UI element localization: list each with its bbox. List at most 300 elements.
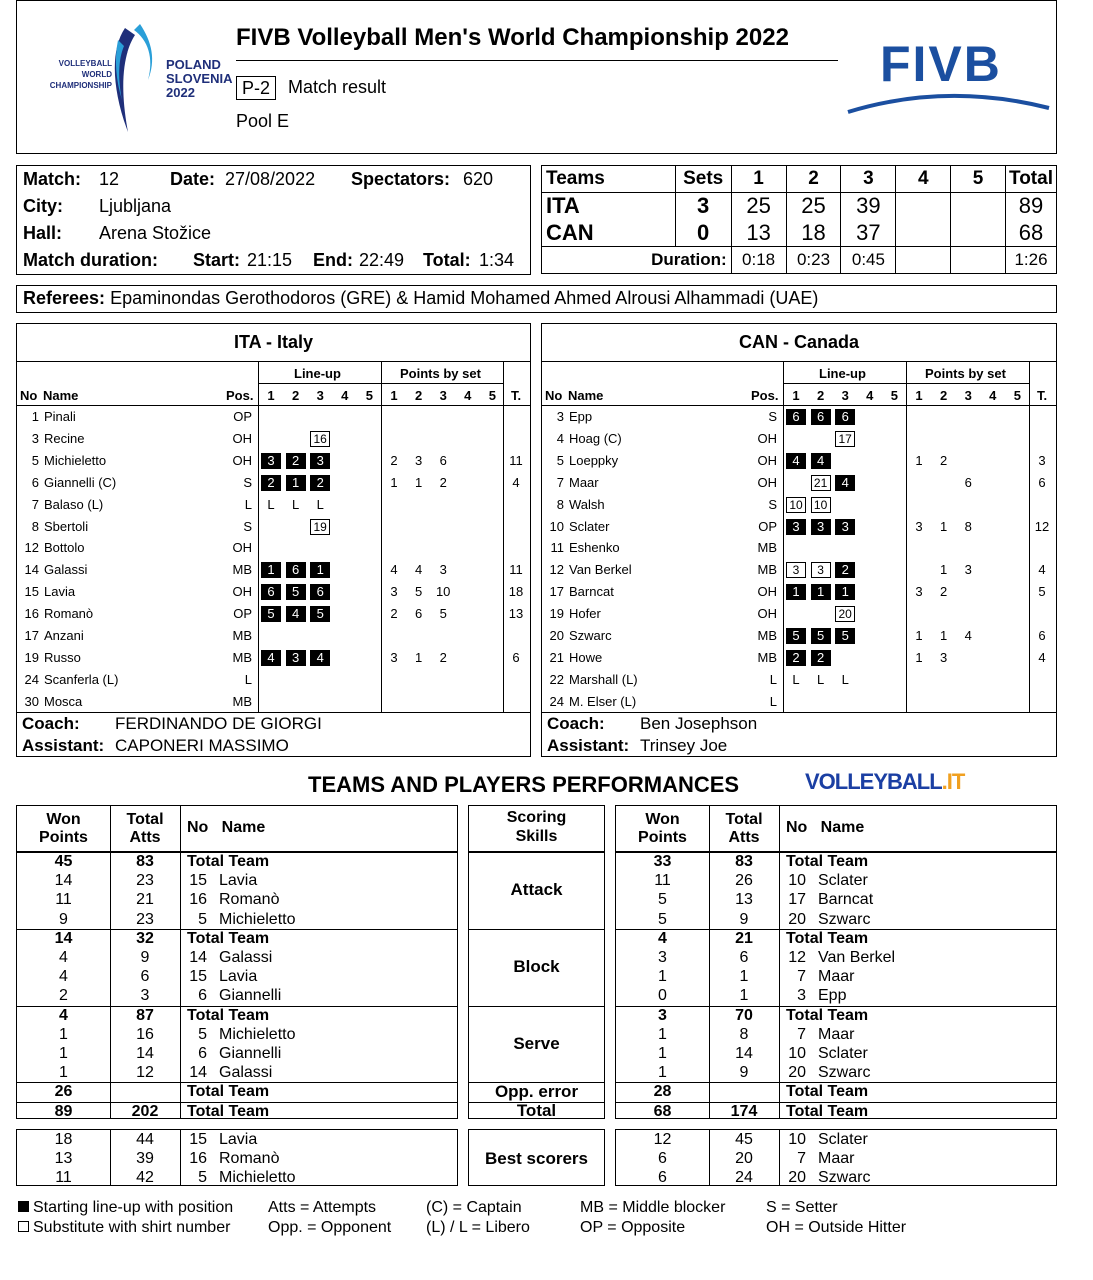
player-name: Lavia — [219, 968, 258, 986]
best-scorer-row — [17, 1168, 457, 1187]
player-position: OP — [233, 409, 252, 424]
player-total-points: 11 — [509, 562, 523, 578]
player-position: L — [769, 693, 777, 709]
starting-position: 2 — [286, 453, 306, 469]
total-atts: 32 — [136, 929, 154, 947]
set-duration — [951, 247, 1006, 274]
player-name: Balaso (L) — [44, 496, 104, 512]
legend-libero: (L) / L = Libero — [426, 1219, 530, 1236]
coach-divider — [17, 712, 530, 713]
hall-label: Hall: — [23, 223, 63, 243]
player-name: Sbertoli — [44, 518, 89, 534]
starting-position: 6 — [286, 562, 306, 578]
referees-box — [16, 285, 1057, 313]
roster-row — [17, 672, 530, 692]
skill-label: Attack — [510, 880, 563, 900]
player-position: OH — [232, 452, 252, 468]
total-label: Total: — [423, 250, 471, 270]
score-table-box — [541, 165, 1057, 275]
lineup-col-label: 1 — [792, 388, 800, 403]
score-header-row — [542, 166, 1057, 193]
total-atts: 14 — [136, 1045, 154, 1062]
player-name: Total Team — [187, 1102, 270, 1120]
total-atts: 1 — [739, 968, 749, 986]
player-total-points: 4 — [1038, 562, 1046, 578]
player-name: Van Berkel — [569, 562, 632, 578]
best-total-atts: 42 — [136, 1169, 154, 1186]
player-number: 15 — [189, 872, 207, 890]
end-label: End: — [313, 250, 353, 270]
best-player-name: Maar — [818, 1150, 855, 1167]
assistant-label: Assistant: — [547, 736, 630, 755]
page-title: FIVB Volleyball Men's World Championship 2022 — [236, 24, 789, 51]
won-header-2: Points — [638, 829, 687, 846]
player-name: Barncat — [569, 584, 614, 600]
player-position: MB — [232, 562, 252, 578]
score-header-set2: 2 — [786, 166, 841, 193]
player-name: Barncat — [818, 891, 874, 909]
score-header-total: Total — [1005, 166, 1056, 193]
set-duration: 0:23 — [786, 247, 841, 274]
points-col-label: 4 — [989, 388, 997, 403]
set-points: 3 — [915, 518, 923, 534]
roster-row — [17, 475, 530, 495]
substitute-number: 10 — [786, 497, 806, 513]
starting-position: 1 — [811, 584, 831, 600]
libero-marker: L — [291, 496, 300, 512]
performance-row — [17, 910, 457, 929]
total-atts: 83 — [735, 853, 753, 870]
player-name: Total Team — [187, 929, 270, 947]
starting-position: 1 — [286, 475, 306, 491]
player-name: Giannelli (C) — [44, 474, 117, 490]
best-player-number: 7 — [797, 1150, 806, 1167]
best-won-points: 6 — [658, 1150, 667, 1167]
vit-logo-suffix: .IT — [941, 769, 965, 794]
won-header-1: Won — [645, 811, 680, 828]
player-name: Scanferla (L) — [44, 671, 119, 687]
score-table — [541, 165, 1057, 274]
set-points: 5 — [439, 606, 447, 622]
player-name: Total Team — [187, 1083, 270, 1101]
player-name: Mosca — [44, 693, 83, 709]
set-points: 8 — [964, 518, 972, 534]
player-name: Epp — [569, 409, 593, 424]
best-won-points: 12 — [653, 1131, 672, 1148]
player-number: 12 — [24, 540, 39, 556]
player-position: OH — [757, 452, 777, 468]
starting-position: 3 — [286, 650, 306, 666]
match-value: 12 — [99, 169, 120, 189]
col-pos-label: Pos. — [226, 388, 254, 403]
total-header-2: Atts — [728, 829, 760, 846]
player-name: Total Team — [786, 1083, 869, 1101]
performance-row — [616, 1025, 1056, 1044]
player-number: 12 — [549, 562, 564, 578]
starting-position: 2 — [835, 562, 855, 578]
starting-position: 4 — [310, 650, 330, 666]
performance-row — [616, 948, 1056, 967]
performance-row — [17, 1025, 457, 1044]
set-points: 1 — [915, 452, 923, 468]
player-position: S — [243, 474, 252, 490]
spectators-value: 620 — [463, 169, 494, 189]
player-position: OH — [757, 606, 777, 622]
player-number: 30 — [24, 693, 39, 709]
starting-position: 1 — [310, 562, 330, 578]
starting-position: 2 — [811, 650, 831, 666]
performance-row — [616, 967, 1056, 986]
set-points: 2 — [939, 452, 948, 468]
points-col-label: 5 — [1013, 388, 1021, 403]
player-name: Anzani — [44, 628, 84, 643]
roster-row — [542, 453, 1056, 473]
score-header-set5: 5 — [951, 166, 1006, 193]
set-points: 2 — [439, 649, 447, 665]
player-number: 3 — [797, 987, 806, 1005]
player-total-points: 12 — [1034, 518, 1050, 534]
set-points: 3 — [414, 452, 423, 468]
won-points: 11 — [654, 872, 671, 890]
coach-divider — [542, 712, 1056, 713]
starting-position: 4 — [286, 606, 306, 622]
start-value: 21:15 — [247, 250, 293, 270]
player-number: 6 — [198, 1045, 207, 1062]
score-set: 18 — [786, 220, 841, 247]
assistant-name: Trinsey Joe — [640, 736, 728, 755]
volleyball-it-logo — [805, 769, 964, 795]
lineup-label: Line-up — [294, 366, 341, 381]
roster-row — [17, 409, 530, 429]
player-number: 8 — [31, 518, 39, 534]
match-code-badge: P-2 — [236, 76, 276, 100]
player-number: 5 — [198, 910, 207, 928]
roster-row — [542, 694, 1056, 714]
player-name: Total Team — [786, 1102, 869, 1120]
won-points: 1 — [658, 1045, 667, 1062]
player-number: 5 — [31, 452, 39, 468]
coach-label: Coach: — [22, 714, 80, 733]
coach-name: FERDINANDO DE GIORGI — [115, 714, 322, 733]
set-points: 2 — [439, 474, 447, 490]
roster-row — [542, 540, 1056, 560]
starting-position: 5 — [286, 584, 306, 600]
best-player-name: Lavia — [219, 1131, 258, 1148]
won-points: 1 — [658, 1025, 667, 1043]
score-set: 13 — [731, 220, 786, 247]
best-scorer-row — [616, 1149, 1056, 1168]
total-atts: 6 — [140, 968, 150, 986]
player-number: 24 — [24, 671, 39, 687]
roster-row — [17, 562, 530, 582]
best-player-number: 10 — [788, 1131, 806, 1148]
set-points: 1 — [915, 649, 923, 665]
best-total-atts: 45 — [735, 1131, 753, 1148]
starting-position: 3 — [261, 453, 281, 469]
performance-row — [616, 986, 1056, 1005]
player-name: Total Team — [786, 853, 869, 870]
roster-row — [17, 431, 530, 451]
best-player-number: 20 — [788, 1169, 806, 1186]
player-number: 3 — [31, 430, 39, 446]
player-number: 10 — [788, 1045, 806, 1062]
points-col-label: 4 — [464, 388, 472, 403]
player-number: 17 — [24, 628, 39, 643]
won-points: 26 — [54, 1083, 73, 1101]
player-position: OH — [232, 540, 252, 556]
total-atts: 8 — [739, 1025, 749, 1043]
player-position: S — [243, 518, 252, 534]
lineup-col-label: 1 — [267, 388, 275, 403]
starting-position: 1 — [786, 584, 806, 600]
roster-row — [17, 606, 530, 626]
player-number: 17 — [788, 891, 806, 909]
score-team: ITA — [542, 193, 676, 220]
score-set: 37 — [841, 220, 896, 247]
roster-row — [17, 584, 530, 604]
player-position: L — [769, 671, 777, 687]
player-number: 6 — [31, 474, 39, 490]
performance-row — [616, 890, 1056, 909]
skills-header-2: Skills — [515, 828, 558, 845]
player-number: 5 — [198, 1025, 207, 1043]
set-points: 1 — [939, 562, 948, 578]
player-total-points: 13 — [508, 606, 524, 622]
player-name: Maar — [569, 474, 599, 490]
player-total-points: 4 — [512, 474, 520, 490]
roster-row — [542, 650, 1056, 670]
legend-s: S = Setter — [766, 1199, 838, 1216]
col-total-label: T. — [1036, 388, 1048, 403]
total-atts: 83 — [136, 853, 154, 870]
best-player-name: Romanò — [219, 1150, 280, 1167]
sub-header-divider — [783, 383, 1029, 384]
player-number: 5 — [556, 452, 564, 468]
player-position: MB — [757, 628, 777, 643]
player-name: Hofer — [569, 606, 601, 622]
set-points: 2 — [390, 606, 398, 622]
performance-table-ita — [16, 805, 458, 1119]
lineup-col-label: 3 — [316, 388, 324, 403]
roster-ita — [16, 323, 531, 757]
player-name: Galassi — [219, 949, 273, 966]
player-total-points: 3 — [1038, 452, 1046, 468]
set-points: 1 — [915, 628, 923, 643]
player-number: 6 — [198, 987, 207, 1005]
best-scorers-ita — [16, 1129, 458, 1186]
set-points: 10 — [435, 584, 451, 600]
performance-table-can — [615, 805, 1057, 1119]
fivb-logo-text: FIVB — [880, 36, 1002, 92]
player-position: OH — [757, 584, 777, 600]
total-header-1: Total — [126, 811, 164, 828]
player-name: Sclater — [818, 872, 868, 890]
player-position: MB — [757, 649, 777, 665]
starting-position: 6 — [261, 584, 281, 600]
points-by-set-label: Points by set — [400, 366, 481, 381]
legend-atts: Atts = Attempts — [268, 1199, 377, 1216]
score-sets: 0 — [675, 220, 731, 247]
set-points: 6 — [964, 474, 972, 490]
player-number: 16 — [24, 606, 39, 622]
best-total-atts: 24 — [735, 1169, 753, 1186]
lineup-col-label: 2 — [291, 388, 300, 403]
lineup-col-label: 5 — [890, 388, 898, 403]
player-number: 15 — [189, 968, 207, 986]
starting-position: 5 — [310, 606, 330, 622]
set-points: 3 — [964, 562, 972, 578]
total-atts: 23 — [136, 910, 154, 928]
player-name: Sclater — [569, 518, 610, 534]
total-header-2: Atts — [129, 829, 161, 846]
roster-row — [17, 519, 530, 539]
best-player-number: 16 — [189, 1150, 207, 1167]
won-points: 2 — [59, 987, 68, 1005]
player-name: Szwarc — [818, 910, 871, 928]
best-won-points: 6 — [658, 1169, 667, 1186]
total-atts: 9 — [739, 1064, 749, 1082]
score-header-set3: 3 — [841, 166, 896, 193]
set-points: 4 — [390, 562, 398, 578]
roster-row — [542, 584, 1056, 604]
player-position: L — [244, 671, 252, 687]
points-col-label: 2 — [414, 388, 423, 403]
score-total: 68 — [1005, 220, 1056, 247]
player-name: Sclater — [818, 1045, 868, 1062]
city-label: City: — [23, 196, 63, 216]
starting-position: 3 — [835, 519, 855, 535]
vit-logo-main: VOLLEYBALL — [805, 769, 942, 794]
wc-host-2: SLOVENIA — [166, 71, 233, 86]
performance-row — [616, 929, 1056, 948]
legend-substitute-text: Substitute with shirt number — [33, 1219, 231, 1236]
player-name: Romanò — [219, 891, 280, 909]
won-points: 5 — [658, 910, 667, 928]
points-col-label: 1 — [390, 388, 398, 403]
set-duration — [896, 247, 951, 274]
player-name: Lavia — [44, 584, 76, 600]
player-position: OH — [757, 474, 777, 490]
score-set — [951, 193, 1006, 220]
section-divider — [469, 929, 604, 930]
player-total-points: 18 — [508, 584, 524, 600]
best-scorer-row — [616, 1130, 1056, 1149]
score-set — [896, 193, 951, 220]
points-col-label: 5 — [488, 388, 496, 403]
performance-row — [17, 1082, 457, 1101]
won-points: 14 — [54, 872, 73, 890]
score-header-set4: 4 — [896, 166, 951, 193]
best-won-points: 18 — [54, 1131, 73, 1148]
header-divider — [469, 851, 604, 853]
duration-label: Match duration: — [23, 250, 158, 270]
player-total-points: 11 — [509, 452, 523, 468]
points-col-label: 2 — [939, 388, 948, 403]
skill-label: Opp. error — [494, 1082, 579, 1101]
total-atts: 26 — [735, 872, 753, 890]
set-points: 1 — [390, 474, 398, 490]
starting-position: 2 — [310, 475, 330, 491]
won-points: 28 — [653, 1083, 672, 1101]
end-value: 22:49 — [359, 250, 405, 270]
player-number: 7 — [797, 1025, 806, 1043]
won-points: 4 — [59, 968, 68, 986]
vit-logo-text — [805, 769, 964, 794]
score-row-ita — [542, 193, 1057, 220]
best-scorers-label-box — [468, 1129, 605, 1186]
substitute-number: 16 — [310, 431, 330, 447]
player-name: Szwarc — [569, 628, 612, 643]
set-points: 1 — [939, 628, 948, 643]
won-points: 3 — [658, 1006, 667, 1024]
lineup-col-label: 4 — [341, 388, 349, 403]
performance-row — [17, 967, 457, 986]
best-player-name: Michieletto — [219, 1169, 296, 1186]
points-col-label: 1 — [915, 388, 923, 403]
player-number: 16 — [189, 891, 207, 909]
performance-row — [17, 890, 457, 909]
player-name: Recine — [44, 430, 85, 446]
roster-row — [17, 497, 530, 517]
roster-title: CAN - Canada — [738, 332, 859, 352]
libero-marker: L — [792, 671, 800, 687]
player-position: OH — [757, 430, 777, 446]
score-set: 25 — [731, 193, 786, 220]
start-label: Start: — [193, 250, 241, 270]
total-duration: 1:26 — [1005, 247, 1056, 274]
player-name: Romanò — [44, 606, 94, 622]
player-number: 21 — [549, 649, 564, 665]
won-points: 5 — [658, 891, 667, 909]
best-scorers-can — [615, 1129, 1057, 1186]
wc-host-3: 2022 — [166, 85, 195, 100]
substitute-number: 20 — [835, 606, 855, 622]
roster-row — [17, 540, 530, 560]
won-points: 1 — [59, 1025, 68, 1043]
won-points: 11 — [55, 891, 72, 909]
wc-logo-line-3: CHAMPIONSHIP — [49, 81, 112, 90]
score-set: 39 — [841, 193, 896, 220]
starting-position: 4 — [261, 650, 281, 666]
set-points: 5 — [414, 584, 423, 600]
starting-position: 4 — [786, 453, 806, 469]
roster-row — [542, 475, 1056, 495]
player-total-points: 5 — [1038, 584, 1046, 600]
set-points: 3 — [390, 584, 398, 600]
skill-label: Serve — [513, 1034, 560, 1053]
duration-row-label: Duration: — [542, 247, 732, 274]
substitute-number: 10 — [811, 497, 831, 513]
player-number: 17 — [549, 584, 564, 600]
best-player-name: Szwarc — [818, 1169, 871, 1186]
legend-mb: MB = Middle blocker — [580, 1199, 726, 1216]
score-sets: 3 — [675, 193, 731, 220]
player-number: 1 — [31, 409, 39, 424]
player-name: Total Team — [187, 853, 270, 870]
won-points: 0 — [658, 987, 667, 1005]
starting-position: 3 — [786, 519, 806, 535]
roster-row — [17, 628, 530, 648]
roster-row — [542, 431, 1056, 451]
skill-label: Block — [513, 957, 560, 977]
total-atts: 87 — [136, 1006, 154, 1024]
player-position: MB — [232, 693, 252, 709]
starting-position: 5 — [786, 628, 806, 644]
lineup-col-label: 3 — [841, 388, 849, 403]
match-info-box — [16, 165, 531, 275]
player-name: Loeppky — [569, 452, 619, 468]
legend-op: OP = Opposite — [580, 1219, 686, 1236]
